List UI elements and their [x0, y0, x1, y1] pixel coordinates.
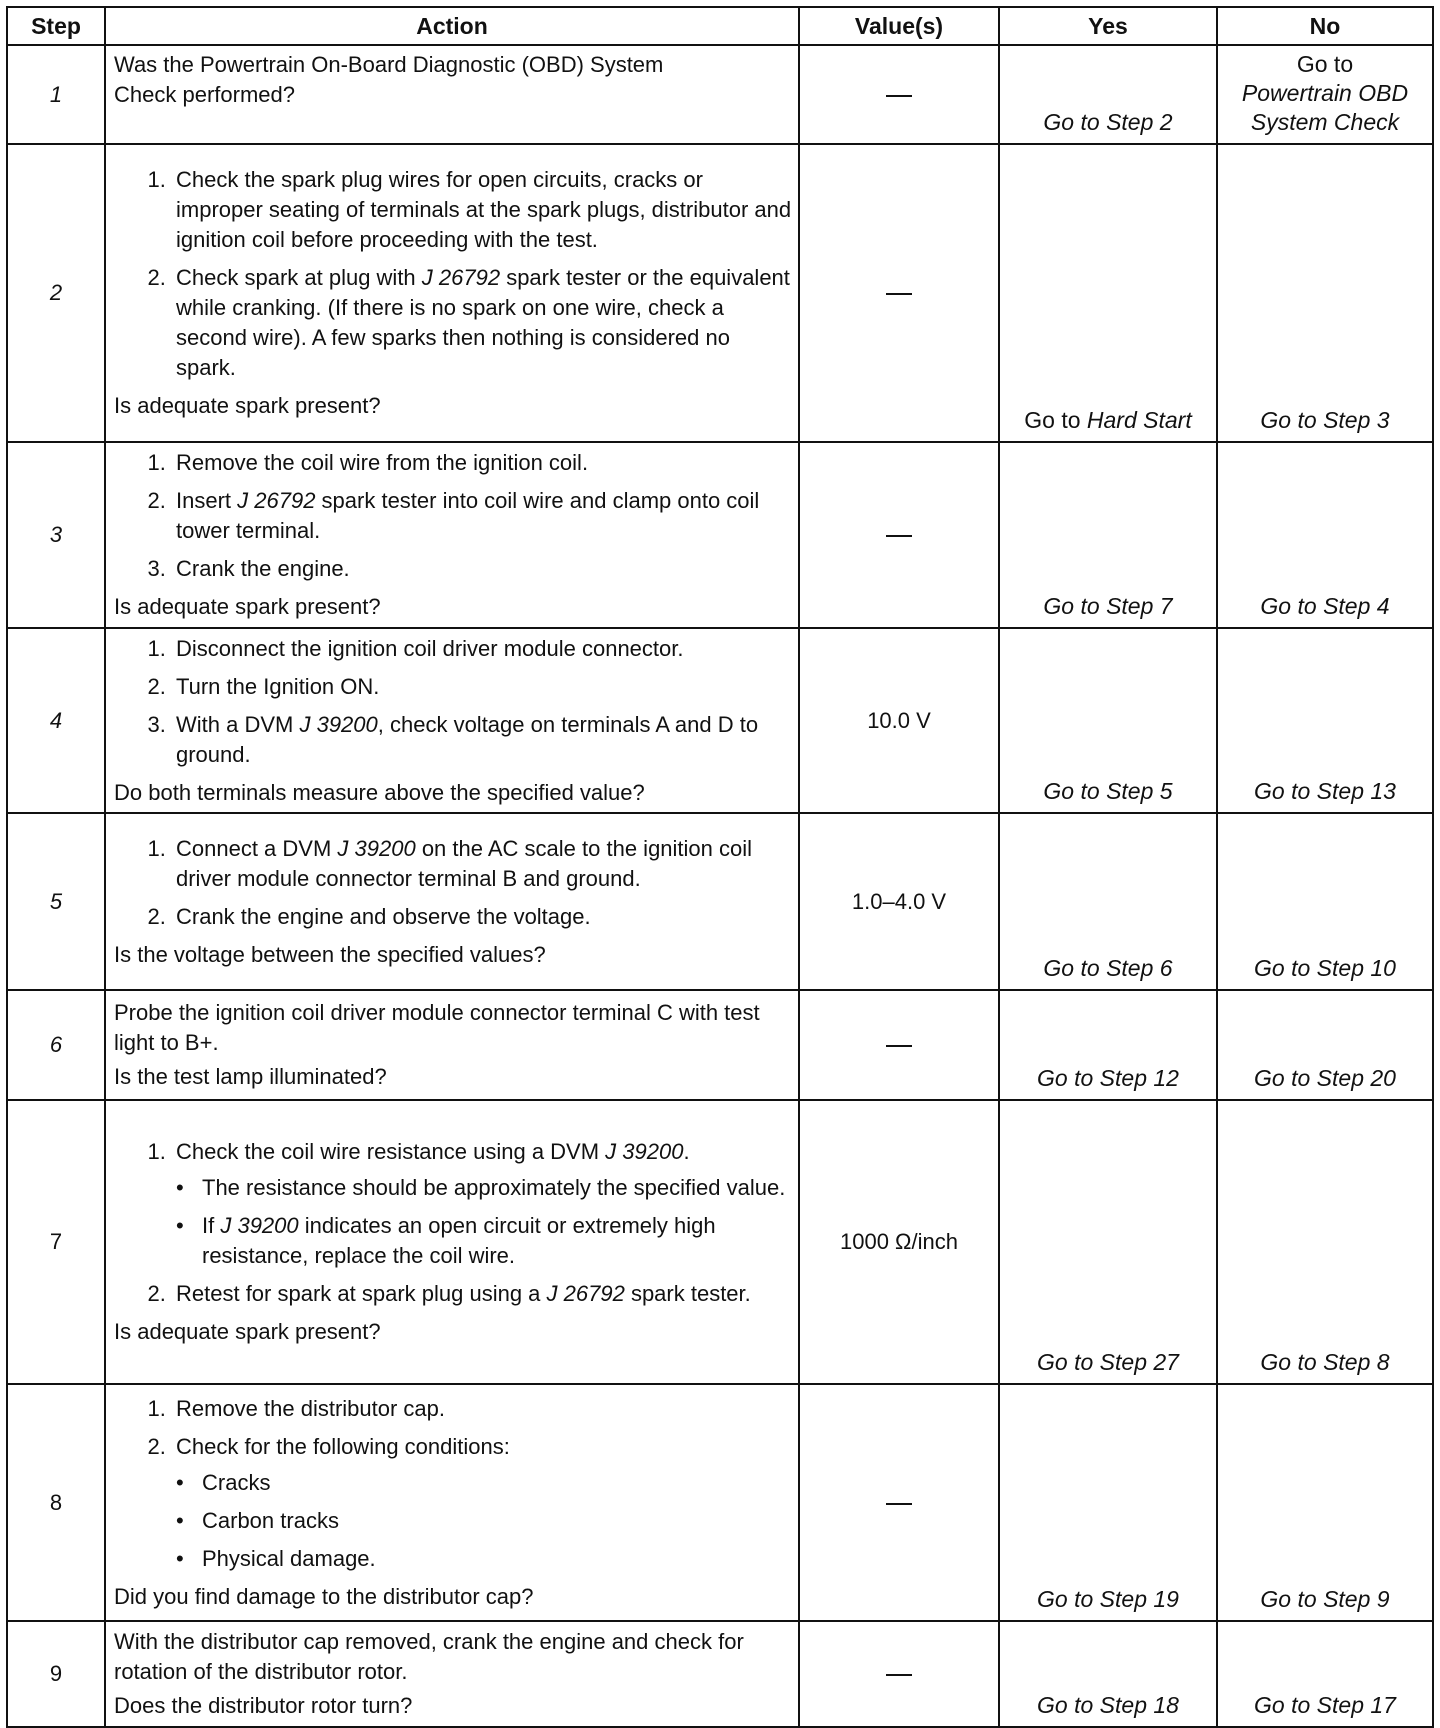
step-number: 1 — [7, 45, 105, 144]
action-step-1: 1. Check the spark plug wires for open circuits, cracks or improper seating of terminals at the spark plugs, distributor and ignition coil before proceeding with the test. — [172, 165, 792, 255]
step-text: spark tester. — [624, 1281, 751, 1306]
action-cell — [105, 1621, 799, 1727]
tool-ref: J 39200 — [220, 1213, 299, 1238]
action-substeps — [176, 1468, 792, 1574]
step-text: spark tester into coil wire and clamp onto coil tower terminal. — [176, 488, 760, 543]
question-text: Is adequate spark present? — [114, 1319, 381, 1344]
question-text: Is adequate spark present? — [114, 594, 381, 619]
yes-link[interactable]: Go to Step 19 — [1037, 1586, 1179, 1612]
table-row-step-8 — [7, 1384, 1433, 1621]
action-step-2: 2. Crank the engine and observe the voltage. — [172, 902, 792, 932]
dash-placeholder — [886, 535, 912, 537]
action-cell — [105, 1100, 799, 1384]
dash-placeholder — [886, 293, 912, 295]
step-number: 7 — [7, 1100, 105, 1384]
action-steps — [114, 165, 792, 383]
question-text: Is the test lamp illuminated? — [114, 1064, 387, 1089]
action-cell — [105, 628, 799, 813]
step-number: 2 — [7, 144, 105, 442]
header-no: No — [1217, 7, 1433, 45]
diagnostic-table — [6, 6, 1434, 1728]
step-text: indicates an open circuit or extremely high resistance, replace the coil wire. — [202, 1213, 716, 1268]
action-cell — [105, 144, 799, 442]
no-link[interactable]: Go to Step 20 — [1254, 1065, 1396, 1091]
step-number: 5 — [7, 813, 105, 990]
value-cell: 10.0 V — [799, 628, 999, 813]
action-cell — [105, 1384, 799, 1621]
action-step-2: 2. Turn the Ignition ON. — [172, 672, 792, 702]
dash-placeholder — [886, 1674, 912, 1676]
step-number: 8 — [7, 1384, 105, 1621]
action-step-2 — [172, 263, 792, 383]
action-text — [114, 50, 792, 110]
step-text: Connect a DVM — [176, 835, 338, 861]
step-text: . — [683, 1139, 690, 1164]
step-text: Check for the following conditions: — [176, 1433, 510, 1459]
question-text: Does the distributor rotor turn? — [114, 1693, 413, 1718]
action-steps — [114, 1137, 792, 1309]
action-step-1 — [172, 1137, 792, 1271]
no-link[interactable]: Go to Step 17 — [1254, 1692, 1396, 1718]
step-number: 9 — [7, 1621, 105, 1727]
yes-link[interactable]: Go to Step 2 — [1043, 109, 1173, 135]
question-text: Did you find damage to the distributor cap? — [114, 1583, 534, 1609]
yes-cell — [999, 1621, 1217, 1727]
value-cell — [799, 990, 999, 1100]
yes-cell — [999, 442, 1217, 628]
yes-link[interactable]: Go to Step 27 — [1037, 1349, 1179, 1375]
header-step: Step — [7, 7, 105, 45]
action-step-1: 1. Remove the coil wire from the ignition coil. — [172, 448, 792, 478]
action-step-3: 3. Crank the engine. — [172, 554, 792, 584]
no-link[interactable]: Go to Step 9 — [1260, 1586, 1390, 1612]
step-number: 6 — [7, 990, 105, 1100]
action-text-line-2: Check performed? — [114, 82, 295, 107]
no-link[interactable]: Go to Step 3 — [1260, 407, 1390, 433]
tool-ref: J 26792 — [546, 1281, 625, 1306]
action-steps — [114, 1394, 792, 1574]
action-cell — [105, 45, 799, 144]
yes-link[interactable]: Go to Step 12 — [1037, 1065, 1179, 1091]
table-row-step-6 — [7, 990, 1433, 1100]
value-cell — [799, 1621, 999, 1727]
action-steps — [114, 834, 792, 932]
step-text: Insert — [176, 488, 238, 513]
action-text-line-1: Was the Powertrain On-Board Diagnostic (OBD) System — [114, 52, 664, 77]
question-text: Is the voltage between the specified values? — [114, 941, 546, 967]
step-text: on the AC scale to the ignition coil driver module connector terminal B and ground. — [176, 835, 753, 891]
action-cell — [105, 990, 799, 1100]
action-step-2 — [172, 486, 792, 546]
table-row-step-5 — [7, 813, 1433, 990]
action-bullet-1: • The resistance should be approximately the specified value. — [202, 1173, 792, 1203]
tool-ref: J 39200 — [299, 711, 378, 737]
yes-cell — [999, 144, 1217, 442]
tool-ref: J 26792 — [421, 265, 501, 290]
table-row-step-2 — [7, 144, 1433, 442]
step-number: 4 — [7, 628, 105, 813]
step-text: With a DVM — [176, 711, 300, 737]
no-link[interactable]: Go to Step 10 — [1254, 955, 1396, 981]
action-step-1: 1. Remove the distributor cap. — [172, 1394, 792, 1424]
yes-link[interactable]: Go to Step 18 — [1037, 1692, 1179, 1718]
step-text: If — [202, 1213, 221, 1238]
action-bullet-3: • Physical damage. — [202, 1544, 792, 1574]
no-cell — [1217, 144, 1433, 442]
question-text: Do both terminals measure above the specified value? — [114, 779, 645, 805]
step-text: Check the coil wire resistance using a DVM — [176, 1139, 606, 1164]
action-step-1 — [172, 834, 792, 894]
tool-ref: J 39200 — [605, 1139, 684, 1164]
no-link-line-3[interactable]: System Check — [1250, 109, 1400, 135]
action-steps — [114, 448, 792, 584]
header-values: Value(s) — [799, 7, 999, 45]
header-yes: Yes — [999, 7, 1217, 45]
value-cell — [799, 45, 999, 144]
action-cell — [105, 813, 799, 990]
dash-placeholder — [886, 1045, 912, 1047]
yes-text: Go to — [1024, 407, 1087, 433]
table-row-step-7 — [7, 1100, 1433, 1384]
no-link[interactable]: Go to Step 4 — [1260, 593, 1390, 619]
action-bullet-2 — [202, 1211, 792, 1271]
yes-cell — [999, 1100, 1217, 1384]
diagnostic-page — [6, 6, 1432, 1728]
yes-link[interactable]: Go to Step 5 — [1043, 778, 1173, 804]
action-substeps — [176, 1173, 792, 1271]
table-row-step-1 — [7, 45, 1433, 144]
step-number: 3 — [7, 442, 105, 628]
no-cell — [1217, 1621, 1433, 1727]
header-action: Action — [105, 7, 799, 45]
action-text: With the distributor cap removed, crank the engine and check for rotation of the distributor rotor. — [114, 1629, 744, 1684]
no-cell — [1217, 1384, 1433, 1621]
step-text: , check voltage on terminals A and D to ground. — [176, 711, 759, 767]
no-link-line-2[interactable]: Powertrain OBD — [1241, 80, 1409, 106]
dash-placeholder — [886, 95, 912, 97]
no-cell — [1217, 442, 1433, 628]
yes-cell — [999, 990, 1217, 1100]
header-row — [7, 7, 1433, 45]
action-cell — [105, 442, 799, 628]
yes-cell — [999, 1384, 1217, 1621]
yes-link[interactable]: Go to Step 7 — [1043, 593, 1173, 619]
question-text: Is adequate spark present? — [114, 393, 381, 418]
no-cell — [1217, 628, 1433, 813]
value-cell — [799, 1384, 999, 1621]
no-cell — [1217, 1100, 1433, 1384]
tool-ref: J 26792 — [237, 488, 316, 513]
table-row-step-9 — [7, 1621, 1433, 1727]
step-text: spark tester or the equivalent while cranking. (If there is no spark on one wire, check a second wire). A few sparks then nothing is considered no spark. — [176, 265, 790, 380]
value-cell: 1.0–4.0 V — [799, 813, 999, 990]
step-text: Retest for spark at spark plug using a — [176, 1281, 547, 1306]
table-row-step-3 — [7, 442, 1433, 628]
dash-placeholder — [886, 1503, 912, 1505]
tool-ref: J 39200 — [337, 835, 416, 861]
action-bullet-1: • Cracks — [202, 1468, 792, 1498]
action-step-1: 1. Disconnect the ignition coil driver module connector. — [172, 634, 792, 664]
action-text: Probe the ignition coil driver module connector terminal C with test light to B+. — [114, 1000, 760, 1055]
no-cell — [1217, 990, 1433, 1100]
yes-cell — [999, 45, 1217, 144]
table-row-step-4 — [7, 628, 1433, 813]
action-steps — [114, 634, 792, 770]
value-cell — [799, 144, 999, 442]
action-bullet-2: • Carbon tracks — [202, 1506, 792, 1536]
action-step-2 — [172, 1279, 792, 1309]
step-text: Check spark at plug with — [176, 265, 422, 290]
action-step-2 — [172, 1432, 792, 1574]
value-cell: 1000 Ω/inch — [799, 1100, 999, 1384]
no-text-line-1: Go to — [1296, 51, 1354, 77]
action-step-3 — [172, 710, 792, 770]
no-link[interactable]: Go to Step 8 — [1260, 1349, 1390, 1375]
no-cell — [1217, 45, 1433, 144]
yes-cell — [999, 628, 1217, 813]
yes-link[interactable]: Hard Start — [1086, 407, 1192, 433]
yes-link[interactable]: Go to Step 6 — [1043, 955, 1173, 981]
value-cell — [799, 442, 999, 628]
no-cell — [1217, 813, 1433, 990]
no-link[interactable]: Go to Step 13 — [1254, 778, 1396, 804]
yes-cell — [999, 813, 1217, 990]
